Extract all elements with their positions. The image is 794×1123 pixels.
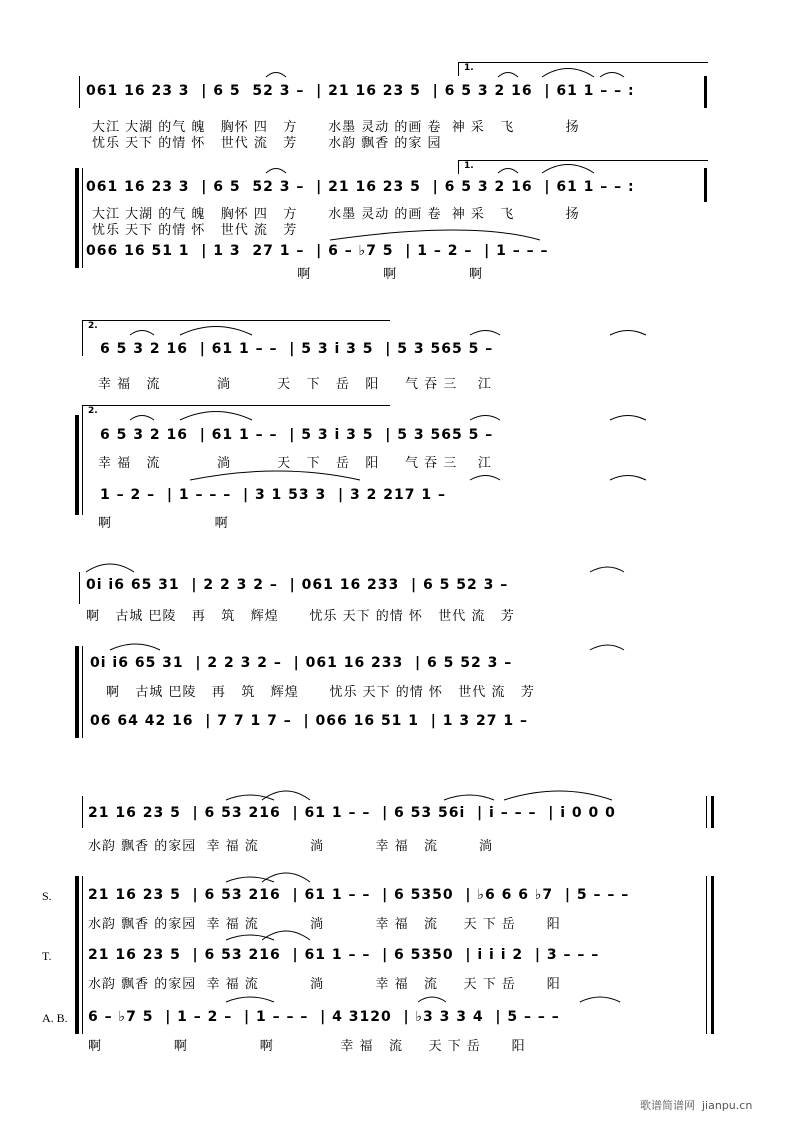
melody-row: 0i i6 65 31 | 2 2 3 2 – | 061 16 233 | 6 5 52 3 – — [90, 655, 513, 671]
melody-row: 061 16 23 3 | 6 5 52 3 – | 21 16 23 5 | 6 5 3 2 16 | 61 1 – – : — [86, 179, 635, 195]
lyric-line: 忧乐 天下 的情 怀 世代 流 芳 水韵 飘香 的家 园 — [92, 136, 442, 151]
alto-bass-row: 6 – ♭7 5 | 1 – 2 – | 1 – – – | 4 3120 | ♭3 3 3 4 | 5 – – – — [88, 1009, 560, 1025]
volta-label: 1. — [464, 63, 474, 73]
lyric-line: 大江 大湖 的气 魄 胸怀 四 方 水墨 灵动 的画 卷 神 采 飞 扬 — [92, 120, 580, 135]
melody-row: 6 5 3 2 16 | 61 1 – – | 5 3 i 3 5 | 5 3 565 5 – — [100, 341, 494, 357]
lyric-line: 水韵 飘香 的家园 幸 福 流 淌 幸 福 流 天 下 岳 阳 — [88, 917, 561, 932]
voice-label-soprano: S. — [42, 889, 52, 903]
volta-label: 1. — [464, 161, 474, 171]
soprano-row: 21 16 23 5 | 6 53 216 | 61 1 – – | 6 5350 | ♭6 6 6 ♭7 | 5 – – – — [88, 887, 630, 903]
lyric-line: 啊 啊 啊 幸 福 流 天 下 岳 阳 — [88, 1039, 526, 1054]
melody-row: 21 16 23 5 | 6 53 216 | 61 1 – – | 6 53 56i | i – – – | i 0 0 0 — [88, 805, 616, 821]
lyric-line: 啊 古城 巴陵 再 筑 辉煌 忧乐 天下 的情 怀 世代 流 芳 — [86, 609, 515, 624]
lyric-line: 水韵 飘香 的家园 幸 福 流 淌 幸 福 流 淌 — [88, 839, 494, 854]
lyric-line: 幸 福 流 淌 天 下 岳 阳 气 吞 三 江 — [98, 456, 492, 471]
volta-label: 2. — [88, 321, 98, 331]
tenor-row: 21 16 23 5 | 6 53 216 | 61 1 – – | 6 5350 | i i i 2 | 3 – – – — [88, 947, 600, 963]
lyric-line: 大江 大湖 的气 魄 胸怀 四 方 水墨 灵动 的画 卷 神 采 飞 扬 — [92, 207, 580, 222]
melody-row: 061 16 23 3 | 6 5 52 3 – | 21 16 23 5 | 6 5 3 2 16 | 61 1 – – : — [86, 83, 635, 99]
lyric-line: 幸 福 流 淌 天 下 岳 阳 气 吞 三 江 — [98, 377, 492, 392]
melody-row: 0i i6 65 31 | 2 2 3 2 – | 061 16 233 | 6 5 52 3 – — [86, 577, 509, 593]
harmony-row: 1 – 2 – | 1 – – – | 3 1 53 3 | 3 2 217 1 – — [100, 487, 446, 503]
lyric-line: 啊 啊 — [98, 516, 229, 531]
melody-row: 6 5 3 2 16 | 61 1 – – | 5 3 i 3 5 | 5 3 565 5 – — [100, 427, 494, 443]
harmony-row: 06 64 42 16 | 7 7 1 7 – | 066 16 51 1 | 1 3 27 1 – — [90, 713, 528, 729]
lyric-line: 啊 古城 巴陵 再 筑 辉煌 忧乐 天下 的情 怀 世代 流 芳 — [106, 685, 535, 700]
watermark: 歌谱简谱网 jianpu.cn — [640, 1099, 753, 1112]
voice-label-tenor: T. — [42, 949, 52, 963]
volta-label: 2. — [88, 406, 98, 416]
lyric-line: 啊 啊 啊 — [92, 267, 483, 282]
voice-label-alto-bass: A. B. — [42, 1011, 68, 1025]
harmony-row: 066 16 51 1 | 1 3 27 1 – | 6 – ♭7 5 | 1 – 2 – | 1 – – – — [86, 243, 549, 259]
lyric-line: 水韵 飘香 的家园 幸 福 流 淌 幸 福 流 天 下 岳 阳 — [88, 977, 561, 992]
lyric-line: 忧乐 天下 的情 怀 世代 流 芳 — [92, 223, 298, 238]
